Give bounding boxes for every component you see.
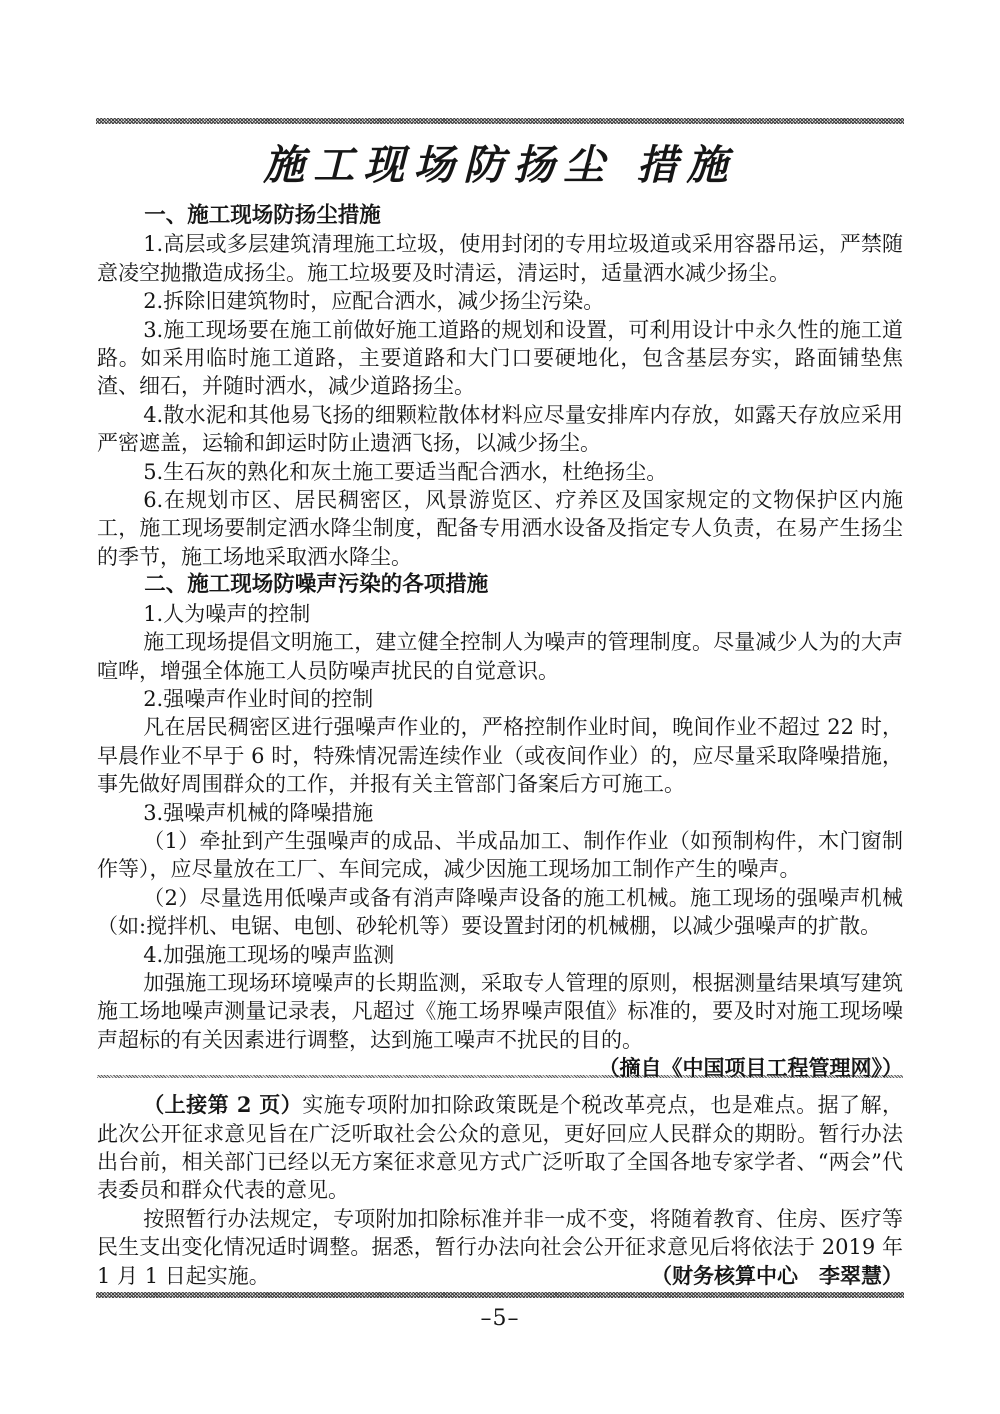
top-border-rule [96, 118, 904, 124]
section2-paragraph: 凡在居民稠密区进行强噪声作业的，严格控制作业时间，晚间作业不超过 22 时，早晨作业不早于 6 时，特殊情况需连续作业（或夜间作业）的，应尽量采取降噪措施，事先做好周围群众的工作，并报有关主管部门备案后方可施工。 [97, 715, 903, 797]
section1-heading: 一、施工现场防扬尘措施 [144, 203, 381, 228]
article-tax-policy [97, 1091, 903, 1290]
section2-paragraph: 1.人为噪声的控制 [143, 601, 311, 626]
bottom-border-rule [96, 1292, 904, 1298]
section1-paragraph: 5.生石灰的熟化和灰土施工要适当配合洒水，杜绝扬尘。 [143, 459, 668, 484]
section2-closing-paragraph [97, 969, 903, 1081]
tax-lead-paragraph [97, 1091, 903, 1205]
section2-paragraph: 施工现场提倡文明施工，建立健全控制人为噪声的管理制度。尽量减少人为的大声喧哗，增强全体施工人员防噪声扰民的自觉意识。 [97, 630, 903, 683]
page-title: 施工现场防扬尘 措施 [263, 141, 737, 189]
page-number: –5– [480, 1306, 520, 1331]
section2-paragraph: 3.强噪声机械的降噪措施 [143, 800, 374, 825]
tax-second-text: 按照暂行办法规定，专项附加扣除标准并非一成不变，将随着教育、住房、医疗等民生支出变化情况适时调整。据悉，暂行办法向社会公开征求意见后将依法于 2019 年 1 月 1 日起实施。 [97, 1206, 903, 1288]
author-signature: （财务核算中心 李翠慧） [651, 1262, 903, 1288]
source-attribution: （摘自《中国项目工程管理网》） [598, 1055, 903, 1081]
closing-text: 加强施工现场环境噪声的长期监测，采取专人管理的原则，根据测量结果填写建筑施工场地噪声测量记录表，凡超过《施工场界噪声限值》标准的，要及时对施工现场噪声超标的有关因素进行调整，达到施工噪声不扰民的目的。 [97, 970, 903, 1052]
section2-paragraph: （1）牵扯到产生强噪声的成品、半成品加工、制作作业（如预制构件，木门窗制作等），应尽量放在工厂、车间完成，减少因施工现场加工制作产生的噪声。 [97, 828, 903, 882]
tax-lead-text: 实施专项附加扣除政策既是个税改革亮点，也是难点。据了解，此次公开征求意见旨在广泛听取社会公众的意见，更好回应人民群众的期盼。暂行办法出台前，相关部门已经以无方案征求意见方式广泛听取了全国各地专家学者、“两会”代表委员和群众代表的意见。 [97, 1093, 904, 1203]
section2-paragraph: （2）尽量选用低噪声或备有消声降噪声设备的施工机械。施工现场的强噪声机械（如:搅拌机、电锯、电刨、砂轮机等）要设置封闭的机械棚，以减少强噪声的扩散。 [97, 885, 903, 939]
article-dust-measures [97, 202, 903, 1081]
section2-paragraph: 2.强噪声作业时间的控制 [143, 686, 374, 711]
section1-paragraph: 6.在规划市区、居民稠密区，风景游览区、疗养区及国家规定的文物保护区内施工，施工现场要制定洒水降尘制度，配备专用洒水设备及指定专人负责，在易产生扬尘的季节，施工场地采取洒水降尘。 [97, 488, 903, 569]
section1-paragraph: 1.高层或多层建筑清理施工垃圾，使用封闭的专用垃圾道或采用容器吊运，严禁随意凌空抛撒造成扬尘。施工垃圾要及时清运，清运时，适量洒水减少扬尘。 [97, 232, 903, 285]
page-body [97, 138, 903, 1290]
section1-paragraph: 2.拆除旧建筑物时，应配合洒水，减少扬尘污染。 [143, 289, 605, 314]
section1-paragraph: 4.散水泥和其他易飞扬的细颗粒散体材料应尽量安排库内存放，如露天存放应采用严密遮盖，运输和卸运时防止遗洒飞扬，以减少扬尘。 [97, 402, 903, 456]
continued-from-label: （上接第 2 页） [143, 1092, 303, 1118]
tax-second-paragraph [97, 1205, 903, 1290]
section2-paragraph: 4.加强施工现场的噪声监测 [143, 942, 395, 967]
section2-heading: 二、施工现场防噪声污染的各项措施 [144, 572, 489, 598]
section1-paragraph: 3.施工现场要在施工前做好施工道路的规划和设置，可利用设计中永久性的施工道路。如采用临时施工道路，主要道路和大门口要硬地化，包含基层夯实，路面铺垫焦渣、细石，并随时洒水，减少道路扬尘。 [97, 317, 903, 399]
